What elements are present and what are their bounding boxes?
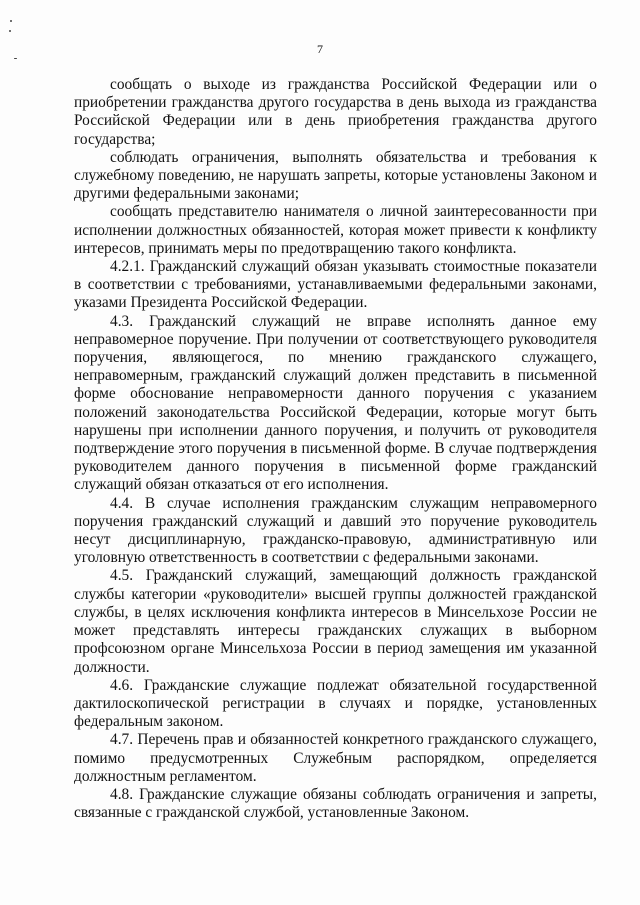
paragraph: 4.3. Гражданский служащий не вправе исполнять данное ему неправомерное поручение. При получении от соответствующего руководителя поручения, являющегося, по мнению гражданского служащего, неправомерным, гражданский служащий должен представить в письменной форме обоснование неправомерности данного поручения с указанием положений законодательства Российской Федерации, которые могут быть нарушены при исполнении данного поручения, и получить от руководителя подтверждение этого поручения в письменной форме. В случае подтверждения руководителем данного поручения в письменной форме гражданский служащий обязан отказаться от его исполнения. xyxy=(74,312,597,494)
scan-speck xyxy=(9,30,11,32)
paragraph: 4.7. Перечень прав и обязанностей конкретного гражданского служащего, помимо предусмотренных Служебным распорядком, определяется должностным регламентом. xyxy=(74,731,597,785)
paragraph: соблюдать ограничения, выполнять обязательства и требования к служебному поведению, не нарушать запреты, которые установлены Законом и другими федеральными законами; xyxy=(74,148,597,203)
document-body xyxy=(74,76,597,822)
scan-speck xyxy=(10,20,12,22)
paragraph: 4.5. Гражданский служащий, замещающий должность гражданской службы категории «руководители» высшей группы должностей гражданской службы, в целях исключения конфликта интересов в Минсельхозе России не может представлять интересы гражданских служащих в выборном профсоюзном органе Минсельхоза России в период замещения им указанной должности. xyxy=(74,567,597,676)
paragraph: 4.6. Гражданские служащие подлежат обязательной государственной дактилоскопической регистрации в случаях и порядке, установленных федеральным законом. xyxy=(74,676,597,731)
paragraph: 4.8. Гражданские служащие обязаны соблюдать ограничения и запреты, связанные с гражданской службой, установленные Законом. xyxy=(74,785,597,822)
scan-speck xyxy=(14,58,17,59)
paragraph: сообщать представителю нанимателя о личной заинтересованности при исполнении должностных обязанностей, которая может привести к конфликту интересов, принимать меры по предотвращению такого конфликта. xyxy=(74,203,597,257)
paragraph: 4.4. В случае исполнения гражданским служащим неправомерного поручения гражданский служащий и давший это поручение руководитель несут дисциплинарную, гражданско-правовую, административную или уголовную ответственность в соответствии с федеральными законами. xyxy=(74,494,597,567)
page-number: 7 xyxy=(317,42,323,56)
paragraph: 4.2.1. Гражданский служащий обязан указывать стоимостные показатели в соответствии с требованиями, устанавливаемыми федеральными законами, указами Президента Российской Федерации. xyxy=(74,258,597,312)
paragraph: сообщать о выходе из гражданства Российской Федерации или о приобретении гражданства другого государства в день выхода из гражданства Российской Федерации или в день приобретения гражданства другого государства; xyxy=(74,76,597,148)
